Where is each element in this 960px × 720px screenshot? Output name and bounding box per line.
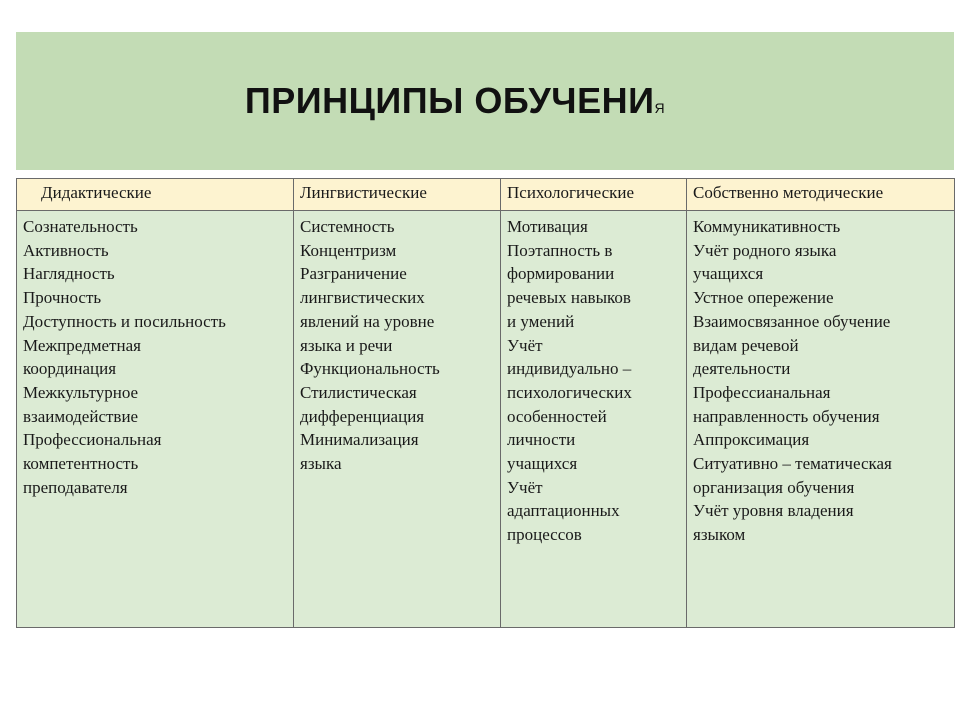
list-item: координация (23, 359, 117, 379)
list-item: Разграничение (300, 264, 407, 284)
list-item: учащихся (507, 454, 578, 474)
list-item: Наглядность (23, 264, 115, 284)
list-item: Сознательность (23, 217, 138, 236)
principles-table (16, 178, 955, 628)
list-item: Концентризм (300, 240, 397, 260)
list-item: Учёт (507, 335, 543, 355)
list-item: видам речевой (693, 335, 799, 355)
list-item: процессов (507, 525, 582, 545)
list-item: Взаимосвязанное обучение (693, 311, 891, 331)
list-item: адаптационных (507, 501, 620, 521)
list-item: взаимодействие (23, 406, 139, 426)
header-didactic: Дидактические (17, 179, 294, 211)
list-item: языком (693, 525, 746, 545)
list-item: Активность (23, 240, 109, 260)
list-item: индивидуально – (507, 359, 632, 379)
header-methodical: Собственно методические (687, 179, 955, 211)
list-item: языка и речи (300, 335, 393, 355)
cell-psychological (501, 211, 687, 628)
list-item: Межпредметная (23, 335, 141, 355)
list-item: Профессиональная (23, 430, 162, 450)
page-title: ПРИНЦИПЫ ОБУЧЕНИЯ (244, 80, 666, 121)
list-item: Учёт родного языка (693, 240, 837, 260)
list-item: Стилистическая (300, 382, 417, 402)
list-item: явлений на уровне (300, 311, 435, 331)
list-item: организация обучения (693, 477, 855, 497)
list-item: Мотивация (507, 217, 588, 236)
list-item: Системность (300, 217, 395, 236)
list-item: компетентность (23, 454, 139, 474)
list-item: Аппроксимация (693, 430, 810, 450)
list-item: лингвистических (300, 288, 425, 308)
title-tail: Я (654, 100, 666, 116)
list-item: дифференциация (300, 406, 425, 426)
list-item: Поэтапность в (507, 240, 613, 260)
title-band (16, 32, 954, 170)
list-item: Учёт (507, 477, 543, 497)
header-psychological: Психологические (501, 179, 687, 211)
list-item: Коммуникативность (693, 217, 841, 236)
list-item: деятельности (693, 359, 791, 379)
list-item: психологических (507, 382, 632, 402)
list-item: Функциональность (300, 359, 440, 379)
list-item: особенностей (507, 406, 607, 426)
cell-linguistic (294, 211, 501, 628)
list-item: Ситуативно – тематическая (693, 454, 892, 474)
list-item: направленность обучения (693, 406, 880, 426)
list-item: Прочность (23, 288, 102, 308)
list-item: Минимализация (300, 430, 419, 450)
list-item: Учёт уровня владения (693, 501, 854, 521)
cell-didactic (17, 211, 294, 628)
list-item: Устное опережение (693, 288, 834, 308)
list-item: речевых навыков (507, 288, 631, 308)
list-item: языка (300, 454, 342, 474)
content-row (17, 211, 955, 628)
cell-methodical (687, 211, 955, 628)
list-item: Профессианальная (693, 382, 831, 402)
list-item: учащихся (693, 264, 764, 284)
list-item: личности (507, 430, 576, 450)
header-linguistic: Лингвистические (294, 179, 501, 211)
list-item: Доступность и посильность (23, 311, 226, 331)
list-item: и умений (507, 311, 575, 331)
list-item: Межкультурное (23, 382, 139, 402)
list-item: преподавателя (23, 477, 128, 497)
list-item: формировании (507, 264, 615, 284)
header-row (17, 179, 955, 211)
